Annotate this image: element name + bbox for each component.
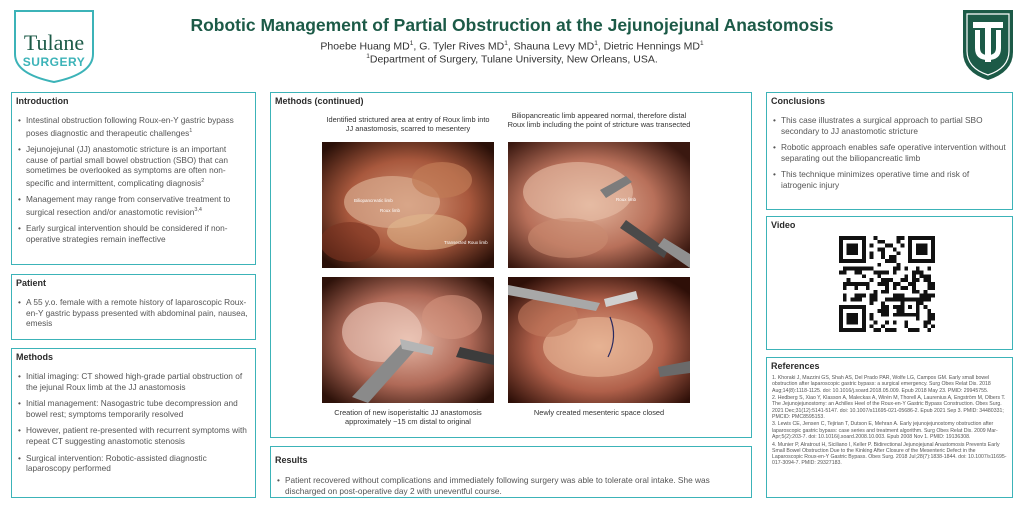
author-affiliation: 1 [699,40,704,47]
qr-code-icon [839,236,935,332]
list-item: • Surgical intervention: Robotic-assisted diagnostic laparoscopy performed [18,453,249,474]
author-separator: , [597,40,604,53]
reference-item: 2. Hedberg S, Xiao Y, Klasson A, Maleckas A, Wirén M, Thorell A, Laurenius A, Engström M, Olbers T. The Jejunojejunostomy: an Achilles Heel of the Roux-en-Y Gastric Bypass Construction. Obes Surg. 2021 Dec;31(12):5141-5147. doi: 10.1007/s11695-021-05686-2. Epub 2021 Sep 3. PMID: 34480331; PMCID: PMC8595153. [772,395,1006,420]
conclusions-panel [766,92,1013,210]
author-name: Phoebe Huang MD [320,40,410,53]
department-line [110,53,914,66]
photo-label-roux-2: Roux limb [616,197,637,202]
surgical-photo-stricture [322,142,494,268]
author-list [110,40,914,53]
introduction-heading: Introduction [16,96,69,106]
methods-continued-heading: Methods (continued) [275,96,364,106]
reference-item: 4. Munier P, Alratrout H, Siciliano I, Keller P. Bidirectional Jejunojejunal Anastomosis Prevents Early Small Bowel Obstruction Due to the Kinking After Closure of the Mesenteric Defect in the Laparoscopic Roux-en-Y Gastric Bypass. Obes Surg. 2018 Jul;28(7):1838-1844. doi: 10.1007/s11695-017-3094-7. PMID: 29327183. [772,441,1007,467]
photo-label-transected: Transected Roux limb [444,240,488,245]
methods-panel [11,348,256,498]
author-name: G. Tyler Rives MD [419,40,505,53]
introduction-panel [11,92,256,265]
author-affiliation: 1 [504,40,508,47]
author-separator: , [413,40,420,53]
list-item: • However, patient re-presented with recurrent symptoms with repeat CT suggesting anastomotic stenosis [18,425,249,446]
photo-label-biliopancreatic: Biliopancreatic limb [354,198,393,203]
logo-subtitle: SURGERY [22,55,86,69]
list-item: • Intestinal obstruction following Roux-en-Y gastric bypass poses diagnostic and therapeutic challenges$^1$ [18,115,249,138]
surgical-photo-transection [508,142,690,268]
references-heading: References [771,361,820,371]
tulane-shield-icon [961,8,1015,82]
results-list [277,475,745,502]
list-item: • Initial management: Nasogastric tube decompression and bowel rest; symptoms temporarily resolved [18,398,249,419]
list-item: • Management may range from conservative treatment to surgical resection and/or anastomotic revision$^{3,4}$ [18,194,249,217]
photo-label-roux: Roux limb [380,208,401,213]
results-heading: Results [275,455,308,465]
video-qr-code[interactable] [839,236,935,332]
reference-item: 1. Khoraki J, Mazzini GS, Shah AS, Del Prado PAR, Wolfe LG, Campos GM. Early small bowel obstruction after laparoscopic gastric bypass: a surgical emergency. Surg Obes Relat Dis. 2018 Aug;14(8):1118-1125. doi: 10.1016/j.soard.2018.05.009. Epub 2018 May 23. PMID: 29945755. [772,375,991,394]
poster-title: Robotic Management of Partial Obstruction at the Jejunojejunal Anastomosis [190,15,834,35]
list-item: • Initial imaging: CT showed high-grade partial obstruction of the jejunal Roux limb at the JJ anastomosis [18,371,249,392]
tulane-tu-logo [961,8,1015,82]
list-item: • Jejunojejunal (JJ) anastomotic stricture is an important cause of partial small bowel obstruction (SBO) that can sometimes be overlooked as symptoms are often non-specific and intermittent, complicating diagnosis$^2$ [18,144,249,188]
methods-list [18,371,249,480]
references-list [772,375,1007,468]
surgical-photo-mesenteric-closure [508,277,690,403]
patient-heading: Patient [16,278,47,288]
tulane-surgery-logo [12,8,96,84]
patient-list [18,297,249,335]
list-item: • Early surgical intervention should be considered if non-operative strategies remain ineffective [18,223,249,244]
caption-anastomosis: Creation of new isoperistaltic JJ anastomosis approximately ~15 cm distal to original [334,408,482,426]
department-text: Department of Surgery, Tulane University, New Orleans, USA. [369,53,658,66]
author-name: Dietric Hennings MD [603,40,700,53]
author-name: Shauna Levy MD [513,40,595,53]
list-item: • Robotic approach enables safe operative intervention without separating out the biliopancreatic limb [773,142,1006,163]
author-affiliation: 1 [409,40,414,47]
list-item: • Patient recovered without complications and immediately following surgery was able to tolerate oral intake. She was discharged on post-operative day 2 with uneventful course. [277,475,745,496]
results-panel [270,446,752,498]
list-item: • A 55 y.o. female with a remote history of laparoscopic Roux-en-Y gastric bypass presented with abdominal pain, nausea, emesis [18,297,249,329]
patient-panel [11,274,256,340]
list-item: • This technique minimizes operative time and risk of iatrogenic injury [773,169,1006,190]
author-separator: , [507,40,514,53]
video-heading: Video [771,220,796,230]
list-item: • This case illustrates a surgical approach to partial SBO secondary to JJ anastomotic stricture [773,115,1006,136]
introduction-list [18,115,249,250]
conclusions-list [773,115,1006,197]
logo-wordmark: Tulane [23,30,85,55]
methods-heading: Methods [16,352,53,362]
caption-stricture: Identified strictured area at entry of Roux limb into JJ anastomosis, scarred to mesentery [326,115,490,133]
references-panel [766,357,1013,498]
caption-mesenteric: Newly created mesenteric space closed [533,408,665,417]
author-affiliation: 1 [594,40,598,47]
department-sup: 1 [366,53,370,60]
surgical-photo-anastomosis [322,277,494,403]
caption-transection: Biliopancreatic limb appeared normal, therefore distal Roux limb including the point of stricture was transected [507,111,691,129]
reference-item: 3. Lewis CE, Jensen C, Tejirian T, Dutson E, Mehran A. Early jejunojejunostomy obstruction after laparoscopic gastric bypass: case series and treatment algorithm. Surg Obes Relat Dis. 2009 Mar-Apr;5(2):203-7. doi: 10.1016/j.soard.2008.10.003. Epub 2008 Nov 1. PMID: 19136308. [772,421,998,441]
conclusions-heading: Conclusions [771,96,826,106]
